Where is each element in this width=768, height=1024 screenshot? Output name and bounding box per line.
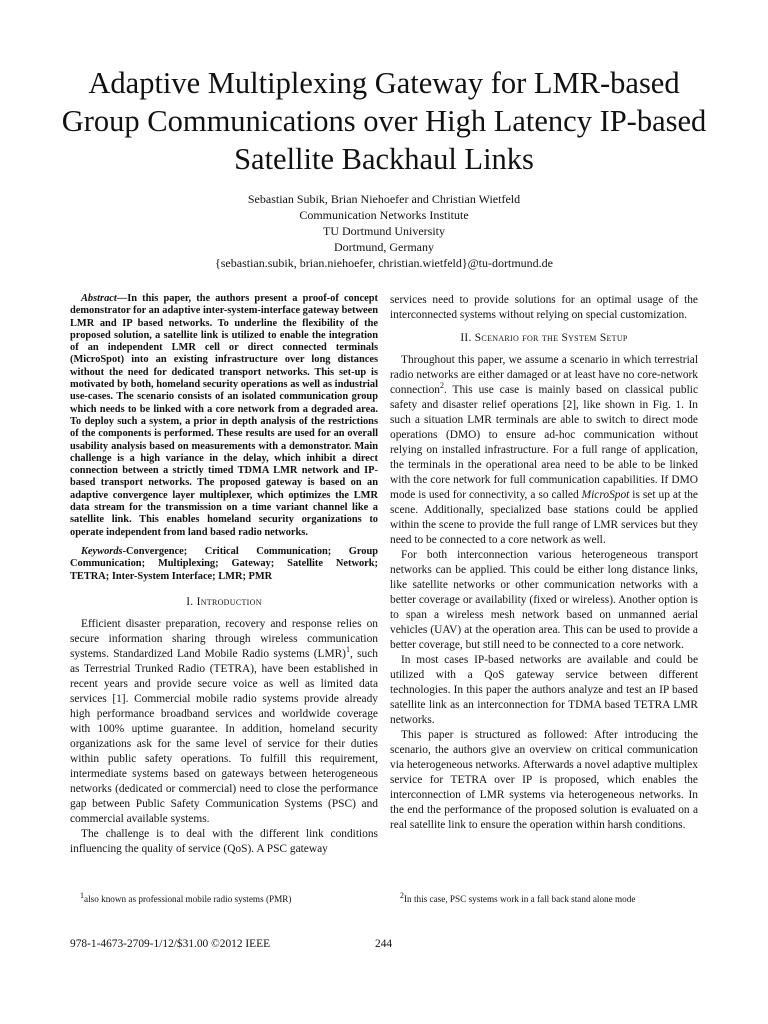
scenario-paragraph-3: In most cases IP-based networks are available and could be utilized with a QoS gateway service between different technologies. In this paper the authors analyze and test an IP based satellite link as an interconnection for TDMA based TETRA LMR networks. xyxy=(390,654,698,726)
footnote-ref-2: 2 xyxy=(439,381,444,391)
keywords xyxy=(70,546,378,583)
intro-paragraph-1 xyxy=(70,617,378,827)
abstract-body: —In this paper, the authors present a proof-of concept demonstrator for an adaptive inter-system-interface gateway between LMR and IP based networks. To underline the flexibility of the proposed solution, a satellite link is utilized to enable the integration of an independent LMR cell or direct connected terminals (MicroSpot) into an existing infrastructure over long distances without the need for dedicated transport networks. This set-up is motivated by both, homeland security operations as well as industrial use-cases. The scenario consists of an isolated communication group which needs to be linked with a core network from a degraded area. To deploy such a system, a prior in depth analysis of the restrictions of the components is performed. These results are used for an overall usability analysis based on measurements with a demonstrator. Main challenge is a high variance in the delay, which inhibit a direct connection between a strictly timed TDMA LMR network and IP-based transport networks. The proposed gateway is based on an adaptive convergence layer multiplexer, which optimizes the LMR data stream for the transmission on a time variant channel like a satellite link. This enables homeland security organizations to operate independent from land based radio networks. xyxy=(70,293,378,538)
paper-title xyxy=(40,64,728,178)
scenario-paragraph-1 xyxy=(390,353,698,548)
scenario-p1-text-a: Throughout this paper, we assume a scenario in which terrestrial radio networks are either damaged or at least have no core-network connection xyxy=(390,354,698,396)
footnote-ref-1: 1 xyxy=(345,645,350,655)
title-line-1: Adaptive Multiplexing Gateway for LMR-based xyxy=(88,66,680,100)
footnote-2-number: 2 xyxy=(400,890,404,900)
page-number: 244 xyxy=(375,938,393,950)
scenario-paragraph-2: For both interconnection various heterogeneous transport networks can be applied. This could be either long distance links, like satellite networks or other communication networks with a better coverage or availability (fixed or wireless). Another option is to span a wireless mesh network based on unmanned aerial vehicles (UAV) at the operation area. This can be used to provide a better coverage, but still need to be connected to a core network. xyxy=(390,549,698,651)
keywords-lead: Keywords xyxy=(81,545,123,557)
section-title: Scenario for the System Setup xyxy=(474,332,628,344)
section-number: I. xyxy=(186,595,197,608)
intro-p1-text-a: Efficient disaster preparation, recovery and response relies on secure information sharing through wireless communication systems. Standardized Land Mobile Radio systems (LMR) xyxy=(70,617,378,660)
microspot-term: MicroSpot xyxy=(581,489,630,501)
right-column xyxy=(390,293,698,833)
author-institute: Communication Networks Institute xyxy=(299,208,469,222)
scenario-p1-text-b: . This use case is mainly based on classical public safety and disaster relief operations [2], like shown in Fig. 1. In such a situation LMR terminals are able to switch to direct mode operations (DMO) to ensure ad-hoc communication without relying on installed infrastructure. For a full range of application, the terminals in the operational area need to be able to be linked with the core network for full communication capabilities. If DMO mode is used for connectivity, a so called xyxy=(390,384,698,501)
intro-p1-text-b: , such as Terrestrial Trunked Radio (TETRA), have been established in recent years and provide secure voice as well as limited data services [1]. Commercial mobile radio systems provide already high performance broadband services and worldwide coverage with 100% uptime guarantee. In addition, homeland security organizations ask for the same level of service for their duties within public safety operations. To fulfill this requirement, intermediate systems based on gateways between heterogeneous networks (dedicated or commercial) need to close the performance gap between Public Safety Communication Systems (PSC) and commercial available systems. xyxy=(70,647,378,825)
abstract xyxy=(70,293,378,539)
author-university: TU Dortmund University xyxy=(323,224,445,238)
abstract-lead: Abstract xyxy=(81,293,117,304)
left-column xyxy=(70,293,378,857)
footnote-1 xyxy=(80,890,292,905)
intro-paragraph-2: The challenge is to deal with the different link conditions influencing the quality of service (QoS). A PSC gateway xyxy=(70,827,378,855)
section-title: Introduction xyxy=(196,595,262,608)
keywords-body: -Convergence; Critical Communication; Group Communication; Multiplexing; Gateway; Satellite Network; TETRA; Inter-System Interface; LMR; PMR xyxy=(70,545,378,582)
title-line-3: Satellite Backhaul Links xyxy=(234,142,534,176)
continued-paragraph: services need to provide solutions for an optimal usage of the interconnected systems without relying on special customization. xyxy=(390,294,698,321)
section-heading-scenario xyxy=(390,331,698,346)
author-location: Dortmund, Germany xyxy=(334,240,434,254)
section-number: II. xyxy=(460,332,475,344)
footnote-1-number: 1 xyxy=(80,890,84,900)
scenario-paragraph-4: This paper is structured as followed: After introducing the scenario, the authors give an overview on critical communication via heterogeneous networks. Afterwards a novel adaptive multiplex service for TETRA over IP is proposed, which enables the interconnection of LMR systems via heterogeneous networks. In the end the performance of the proposed solution is evaluated on a real satellite link to ensure the operation within harsh conditions. xyxy=(390,729,698,831)
footnote-2 xyxy=(400,890,636,905)
title-line-2: Group Communications over High Latency IP-based xyxy=(61,104,707,138)
scenario-p1-text-c: is set up at the scene. Additionally, specialized base stations could be applied within the scene to provide the full range of LMR services but they need to be connected to a core network as well. xyxy=(390,489,698,546)
author-emails: {sebastian.subik, brian.niehoefer, christian.wietfeld}@tu-dortmund.de xyxy=(215,256,553,270)
copyright-isbn: 978-1-4673-2709-1/12/$31.00 ©2012 IEEE xyxy=(70,938,271,950)
author-block xyxy=(60,191,708,271)
section-heading-introduction xyxy=(70,595,378,610)
author-names: Sebastian Subik, Brian Niehoefer and Christian Wietfeld xyxy=(247,192,521,206)
footnote-2-text: In this case, PSC systems work in a fall back stand alone mode xyxy=(404,894,636,904)
footnote-1-text: also known as professional mobile radio systems (PMR) xyxy=(84,894,292,904)
